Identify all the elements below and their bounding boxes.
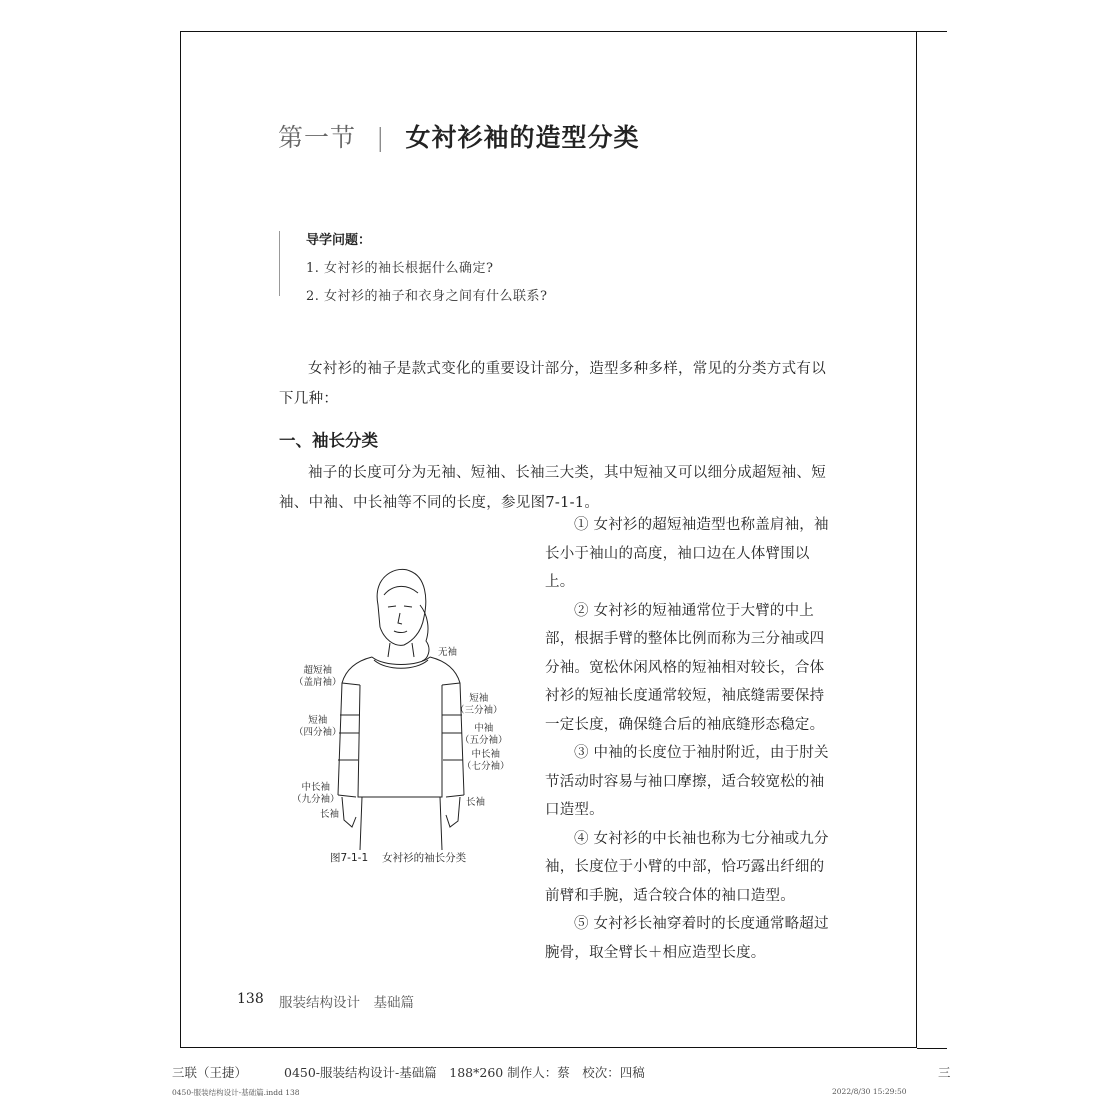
slug-left: 三联（王捷） bbox=[172, 1065, 248, 1080]
sleeve-length-paragraph: 袖子的长度可分为无袖、短袖、长袖三大类，其中短袖又可以细分成超短袖、短袖、中袖、中长袖等不同的长度，参见图7-1-1。 bbox=[279, 465, 826, 511]
figure-caption bbox=[330, 850, 466, 865]
label-ultra-short: 超短袖 （盖肩袖） bbox=[294, 665, 342, 688]
item-ultra-short: ① 女衬衫的超短袖造型也称盖肩袖，袖长小于袖山的高度，袖口边在人体臂围以上。 bbox=[545, 517, 829, 590]
guide-title: 导学问题： bbox=[306, 233, 372, 248]
slug-right-mark: 三 bbox=[938, 1065, 951, 1080]
heading-sleeve-length: 一、袖长分类 bbox=[279, 431, 378, 450]
section-title bbox=[278, 118, 639, 154]
section-separator: | bbox=[376, 123, 386, 152]
slug-date: 2022/8/30 15:29:50 bbox=[832, 1087, 907, 1096]
guide-questions-box bbox=[279, 231, 779, 304]
label-long-left: 长袖 bbox=[320, 809, 340, 820]
label-mid-long-seven: 中长袖 （七分袖） bbox=[462, 749, 510, 772]
guide-question-1: 1. 女衬衫的袖长根据什么确定? bbox=[306, 261, 494, 276]
guide-question-2: 2. 女衬衫的袖子和衣身之间有什么联系? bbox=[306, 289, 548, 304]
page-number: 138 bbox=[237, 991, 264, 1007]
slug-center: 0450-服装结构设计-基础篇 188*260 制作人：蔡 校次：四稿 bbox=[284, 1065, 645, 1080]
label-sleeveless: 无袖 bbox=[438, 647, 458, 658]
figure-sleeve-lengths bbox=[280, 565, 520, 855]
label-mid: 中袖 （五分袖） bbox=[460, 723, 508, 746]
item-mid: ③ 中袖的长度位于袖肘附近，由于肘关节活动时容易与袖口摩擦，适合较宽松的袖口造型。 bbox=[545, 745, 829, 818]
label-mid-long-nine: 中长袖 （九分袖） bbox=[292, 782, 340, 805]
crop-rule-top bbox=[917, 31, 947, 32]
item-short: ② 女衬衫的短袖通常位于大臂的中上部，根据手臂的整体比例而称为三分袖或四分袖。宽松休闲风格的短袖相对较长，合体衬衫的短袖长度通常较短，袖底缝需要保持一定长度，确保缝合后的袖底缝形态稳定。 bbox=[545, 602, 825, 733]
label-short-three-quarter: 短袖 （三分袖） bbox=[455, 693, 503, 716]
item-mid-long: ④ 女衬衫的中长袖也称为七分袖或九分袖，长度位于小臂的中部，恰巧露出纤细的前臂和手腕，适合较合体的袖口造型。 bbox=[545, 830, 829, 904]
label-short-four: 短袖 （四分袖） bbox=[294, 715, 342, 738]
slug-file: 0450-服装结构设计-基础篇.indd 138 bbox=[172, 1088, 300, 1097]
item-long: ⑤ 女衬衫长袖穿着时的长度通常略超过腕骨，取全臂长＋相应造型长度。 bbox=[545, 916, 829, 961]
intro-paragraph: 女衬衫的袖子是款式变化的重要设计部分，造型多种多样，常见的分类方式有以下几种： bbox=[279, 361, 826, 407]
section-number: 第一节 bbox=[278, 123, 357, 152]
sleeve-types-list bbox=[545, 511, 832, 967]
caption-text: 女衬衫的袖长分类 bbox=[382, 852, 467, 864]
section-name: 女衬衫袖的造型分类 bbox=[405, 123, 640, 152]
caption-number: 图7-1-1 bbox=[330, 852, 369, 864]
crop-rule-bottom bbox=[917, 1048, 947, 1049]
label-long-right: 长袖 bbox=[466, 797, 486, 808]
running-head: 服装结构设计 基础篇 bbox=[279, 995, 414, 1011]
